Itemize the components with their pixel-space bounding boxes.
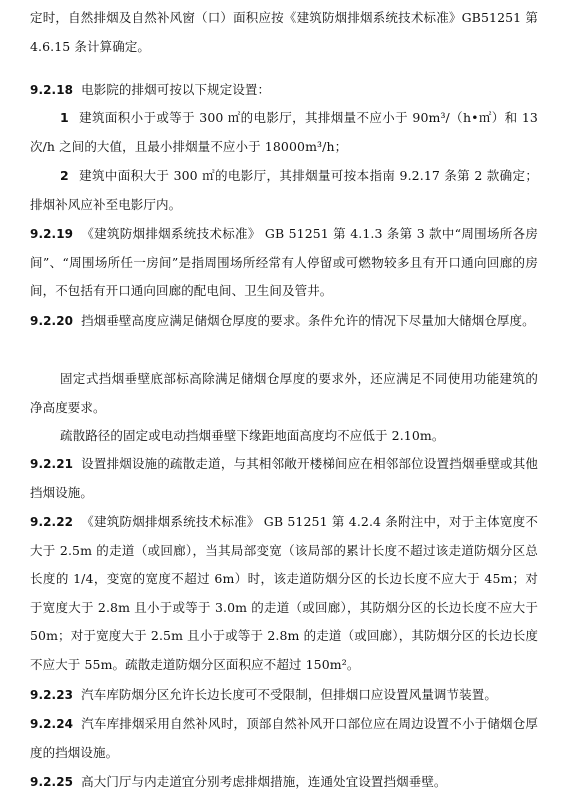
clause-number: 9.2.19 <box>30 227 74 241</box>
clause-text: 《建筑防烟排烟系统技术标准》 GB 51251 第 4.2.4 条附注中，对于主体宽度不大于 2.5m 的走道（或回廊），当其局部变宽（该局部的累计长度不超过该走道防烟分区总长度的 1/4，变宽的宽度不超过 6m）时，该走道防烟分区的长边长度不应大于 45m；对于宽度大于 2.8m 且小于或等于 3.0m 的走道（或回廊），其防烟分区的长边长度不应大于 50m；对于宽度大于 2.5m 且小于或等于 2.8m 的走道（或回廊），其防烟分区的长边长度不应大于 55m。疏散走道防烟分区面积应不超过 150m²。 <box>30 514 538 672</box>
paragraph-indented <box>30 422 538 451</box>
clause-number: 9.2.25 <box>30 775 74 789</box>
paragraph-text: 定时，自然排烟及自然补风窗（口）面积应按《建筑防烟排烟系统技术标准》GB51251 第 4.6.15 条计算确定。 <box>30 10 538 54</box>
clause-9-2-24 <box>30 710 538 767</box>
clause-number: 9.2.21 <box>30 457 74 471</box>
paragraph-indented <box>30 365 538 422</box>
clause-number: 9.2.24 <box>30 717 74 731</box>
paragraph-text: 疏散路径的固定或电动挡烟垂壁下缘距地面高度均不应低于 2.10m。 <box>60 428 445 443</box>
clause-9-2-19 <box>30 220 538 306</box>
paragraph-text: 固定式挡烟垂壁底部标高除满足储烟仓厚度的要求外，还应满足不同使用功能建筑的净高度要求。 <box>30 371 538 415</box>
clause-text: 设置排烟设施的疏散走道，与其相邻敞开楼梯间应在相邻部位设置挡烟垂壁或其他挡烟设施。 <box>30 456 538 500</box>
clause-9-2-21 <box>30 450 538 507</box>
clause-9-2-25 <box>30 768 538 797</box>
clause-text: 挡烟垂壁高度应满足储烟仓厚度的要求。条件允许的情况下尽量加大储烟仓厚度。 <box>81 313 535 328</box>
paragraph-continuation <box>30 4 538 61</box>
clause-9-2-20 <box>30 307 538 336</box>
clause-text: 汽车库排烟采用自然补风时，顶部自然补风开口部位应在周边设置不小于储烟仓厚度的挡烟设施。 <box>30 716 538 760</box>
clause-text: 电影院的排烟可按以下规定设置： <box>81 82 271 97</box>
item-text: 建筑中面积大于 300 ㎡的电影厅，其排烟量可按本指南 9.2.17 条第 2 款确定；排烟补风应补至电影厅内。 <box>30 168 538 212</box>
clause-number: 9.2.22 <box>30 515 74 529</box>
item-number: 2 <box>60 168 69 183</box>
list-item-1 <box>30 104 538 161</box>
clause-9-2-18 <box>30 76 538 105</box>
clause-number: 9.2.18 <box>30 83 74 97</box>
clause-text: 《建筑防烟排烟系统技术标准》 GB 51251 第 4.1.3 条第 3 款中“周围场所各房间”、“周围场所任一房间”是指周围场所经常有人停留或可燃物较多且有开口通向回廊的房间，不包括有开口通向回廊的配电间、卫生间及管井。 <box>30 226 538 298</box>
item-number: 1 <box>60 110 69 125</box>
clause-9-2-22 <box>30 508 538 679</box>
item-text: 建筑面积小于或等于 300 ㎡的电影厅，其排烟量不应小于 90m³/（h•㎡）和 13 次/h 之间的大值，且最小排烟量不应小于 18000m³/h； <box>30 110 538 154</box>
clause-number: 9.2.20 <box>30 314 74 328</box>
clause-9-2-23 <box>30 681 538 710</box>
clause-number: 9.2.23 <box>30 688 74 702</box>
clause-text: 高大门厅与内走道宜分别考虑排烟措施，连通处宜设置挡烟垂壁。 <box>81 774 447 789</box>
clause-text: 汽车库防烟分区允许长边长度可不受限制，但排烟口应设置风量调节装置。 <box>81 687 497 702</box>
list-item-2 <box>30 162 538 219</box>
